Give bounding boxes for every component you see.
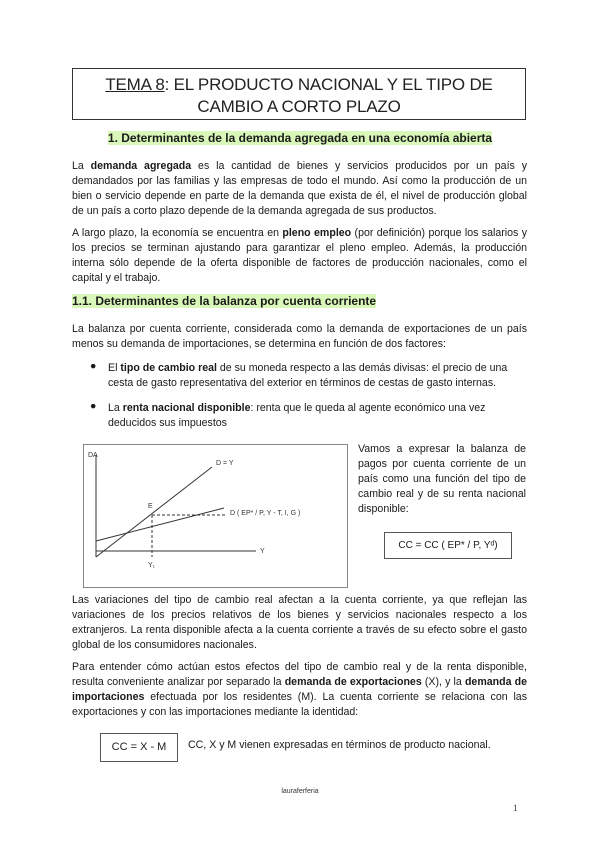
formula-cc-function: CC = CC ( EP* / P, Yᵈ) <box>384 532 512 559</box>
demand-graph <box>83 444 348 588</box>
formula-explanation: CC, X y M vienen expresadas en términos de producto nacional. <box>188 739 491 751</box>
line-aggregate-demand <box>96 508 224 541</box>
paragraph-balanza: La balanza por cuenta corriente, considerada como la demanda de exportaciones de un país menos su demanda de importaciones, se determina en función de dos factores: <box>72 323 527 350</box>
bullet-tipo-cambio: El tipo de cambio real de su moneda respecto a las demás divisas: el precio de una cesta de gasto representativa del exterior en términos de cestas de gasto internas. <box>108 362 508 389</box>
footer-author: lauraferferia <box>281 788 319 795</box>
page-number: 1 <box>513 803 518 813</box>
paragraph-exportaciones: Para entender cómo actúan estos efectos del tipo de cambio real y de la renta disponible, resulta conveniente analizar por separado la demanda de exportaciones (X), y la demanda de importaciones efectuada por los residentes (M). La cuenta corriente se relaciona con las exportaciones y con las importaciones mediante la identidad: <box>72 661 527 718</box>
formula-cc-identity: CC = X - M <box>100 733 178 762</box>
paragraph-variaciones: Las variaciones del tipo de cambio real afectan a la cuenta corriente, ya que reflejan las variaciones de los precios relativos de los bienes y servicios nacionales respecto a los extranjeros. La renta disponible afecta a la cuenta corriente a través de su efecto sobre el gasto global de los consumidores nacionales. <box>72 594 527 651</box>
title-label: TEMA 8 <box>105 75 165 94</box>
bullet-dot-1: ● <box>90 360 97 372</box>
document-title <box>72 68 526 120</box>
line2-label: D ( EP* / P, Y - T, I, G ) <box>230 510 301 517</box>
paragraph-largo-plazo: A largo plazo, la economía se encuentra en pleno empleo (por definición) porque los salarios y los precios se terminan ajustando para garantizar el pleno empleo. Además, la producción interna sólo depende de la oferta disponible de factores de producción nacionales, como el capital y el trabajo. <box>72 227 528 284</box>
bullet-dot-2: ● <box>90 400 97 412</box>
section-1-1-heading: 1.1. Determinantes de la balanza por cuenta corriente <box>72 294 377 308</box>
equilibrium-point-label: E <box>148 503 153 510</box>
line1-label: D = Y <box>216 460 234 467</box>
title-text-line1: : EL PRODUCTO NACIONAL Y EL TIPO DE <box>164 75 493 94</box>
side-text: Vamos a expresar la balanza de pagos por cuenta corriente de un país como una función del tipo de cambio real y de su renta nacional disponible: <box>358 443 526 515</box>
paragraph-demanda-agregada: La demanda agregada es la cantidad de bienes y servicios producidos por un país y demandados por las familias y las empresas de todo el mundo. Así como la producción de un bien o servicio depende en parte de la demanda que exista de él, el nivel de producción global de un país a corto plazo depende de la demanda agregada de sus productos. <box>72 160 527 217</box>
title-text-line2: CAMBIO A CORTO PLAZO <box>197 97 401 116</box>
line-d-equals-y <box>96 467 212 557</box>
bullet-renta: La renta nacional disponible: renta que le queda al agente económico una vez deducidos sus impuestos <box>108 402 486 429</box>
x-axis-label: Y <box>260 548 265 555</box>
section-1-heading: 1. Determinantes de la demanda agregada en una economía abierta <box>107 131 493 145</box>
x-point-label: Y₁ <box>148 562 156 569</box>
y-axis-label: DA <box>88 452 98 459</box>
